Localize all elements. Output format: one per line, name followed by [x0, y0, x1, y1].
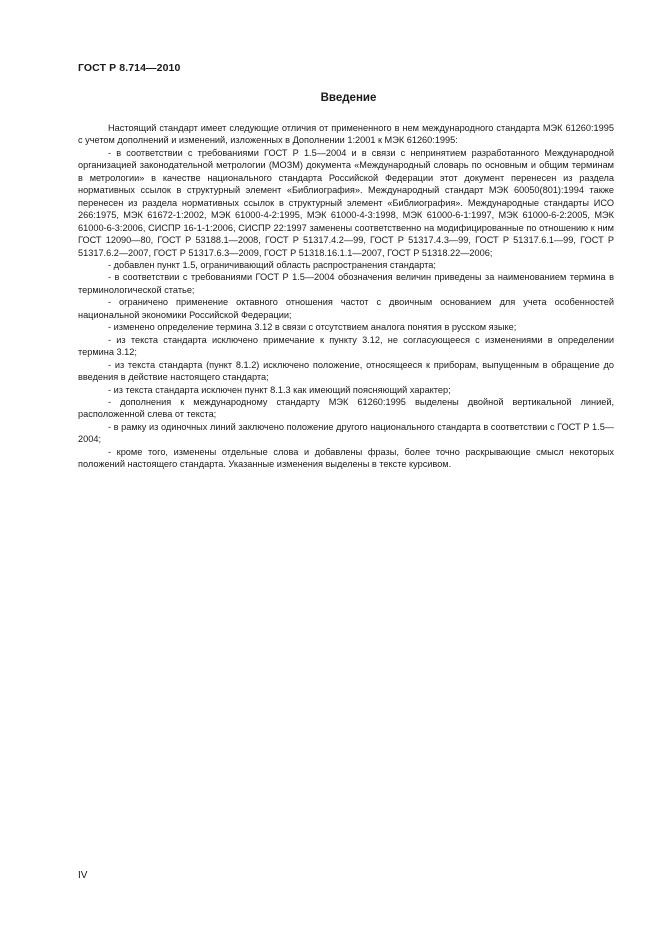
- page-number: IV: [78, 870, 88, 881]
- list-item-italic-changes: - кроме того, изменены отдельные слова и добавлены фразы, более точно раскрывающие смысл некоторых положений настоящего стандарта. Указанные изменения выделены в тексте курсивом.: [78, 446, 614, 470]
- document-body: [78, 122, 614, 471]
- list-item-clause-1-5: - добавлен пункт 1.5, ограничивающий область распространения стандарта;: [108, 259, 436, 270]
- list-item-single-frame: - в рамку из одиночных линий заключено положение другого национального стандарта в соответствии с ГОСТ Р 1.5—2004;: [78, 421, 614, 445]
- list-item-term-3-12: - изменено определение термина 3.12 в связи с отсутствием аналога понятия в русском языке;: [108, 322, 517, 333]
- section-title: Введение: [320, 92, 377, 104]
- list-item-bibliography: - в соответствии с требованиями ГОСТ Р 1.5—2004 и в связи с непринятием разработанного Международной организацией законодательной метрологии (МОЗМ) документа «Международный словарь по основным и общим терминам в метрологии» в качестве национального стандарта Российской Федерации этот документ перенесен из раздела нормативных ссылок в структурный элемент «Библиография». Международный стандарт МЭК 60050(801):1994 также перенесен из раздела нормативных ссылок в структурный элемент «Библиография». Международные стандарты ИСО 266:1975, МЭК 61672-1:2002, МЭК 61000-4-2:1995, МЭК 61000-4-3:1998, МЭК 61000-6-1:1997, МЭК 61000-6-2:2005, МЭК 61000-6-3:2006, СИСПР 16-1-1:2006, СИСПР 22:1997 заменены соответственно на модифицированные по отношению к ним ГОСТ 12090—80, ГОСТ Р 53188.1—2008, ГОСТ Р 51317.4.2—99, ГОСТ Р 51317.4.3—99, ГОСТ Р 51317.6.1—99, ГОСТ Р 51317.6.2—2007, ГОСТ Р 51317.6.3—2009, ГОСТ Р 51318.16.1.1—2007, ГОСТ Р 51318.22—2006;: [78, 147, 614, 258]
- list-item-octave-ratio: - ограничено применение октавного отношения частот с двоичным основанием для учета особенностей национальной экономики Российской Федерации;: [78, 297, 614, 320]
- list-item-clause-8-1-3: - из текста стандарта исключен пункт 8.1.3 как имеющий поясняющий характер;: [108, 384, 451, 395]
- list-item-note-removed: - из текста стандарта исключено примечание к пункту 3.12, не согласующееся с изменениями в определении термина 3.12;: [78, 334, 614, 358]
- list-item-clause-8-1-2: - из текста стандарта (пункт 8.1.2) исключено положение, относящееся к приборам, выпущенным в обращение до введения в действие настоящего стандарта;: [78, 359, 614, 383]
- document-header: ГОСТ Р 8.714—2010: [78, 62, 181, 74]
- list-item-double-line: - дополнения к международному стандарту МЭК 61260:1995 выделены двойной вертикальной линией, расположенной слева от текста;: [78, 396, 614, 420]
- list-item-quantity-symbols: - в соответствии с требованиями ГОСТ Р 1.5—2004 обозначения величин приведены за наименованием термина в терминологической статье;: [78, 272, 614, 295]
- intro-paragraph: Настоящий стандарт имеет следующие отличия от примененного в нем международного стандарта МЭК 61260:1995 с учетом дополнений и изменений, изложенных в Дополнении 1:2001 к МЭК 61260:1995:: [78, 123, 614, 146]
